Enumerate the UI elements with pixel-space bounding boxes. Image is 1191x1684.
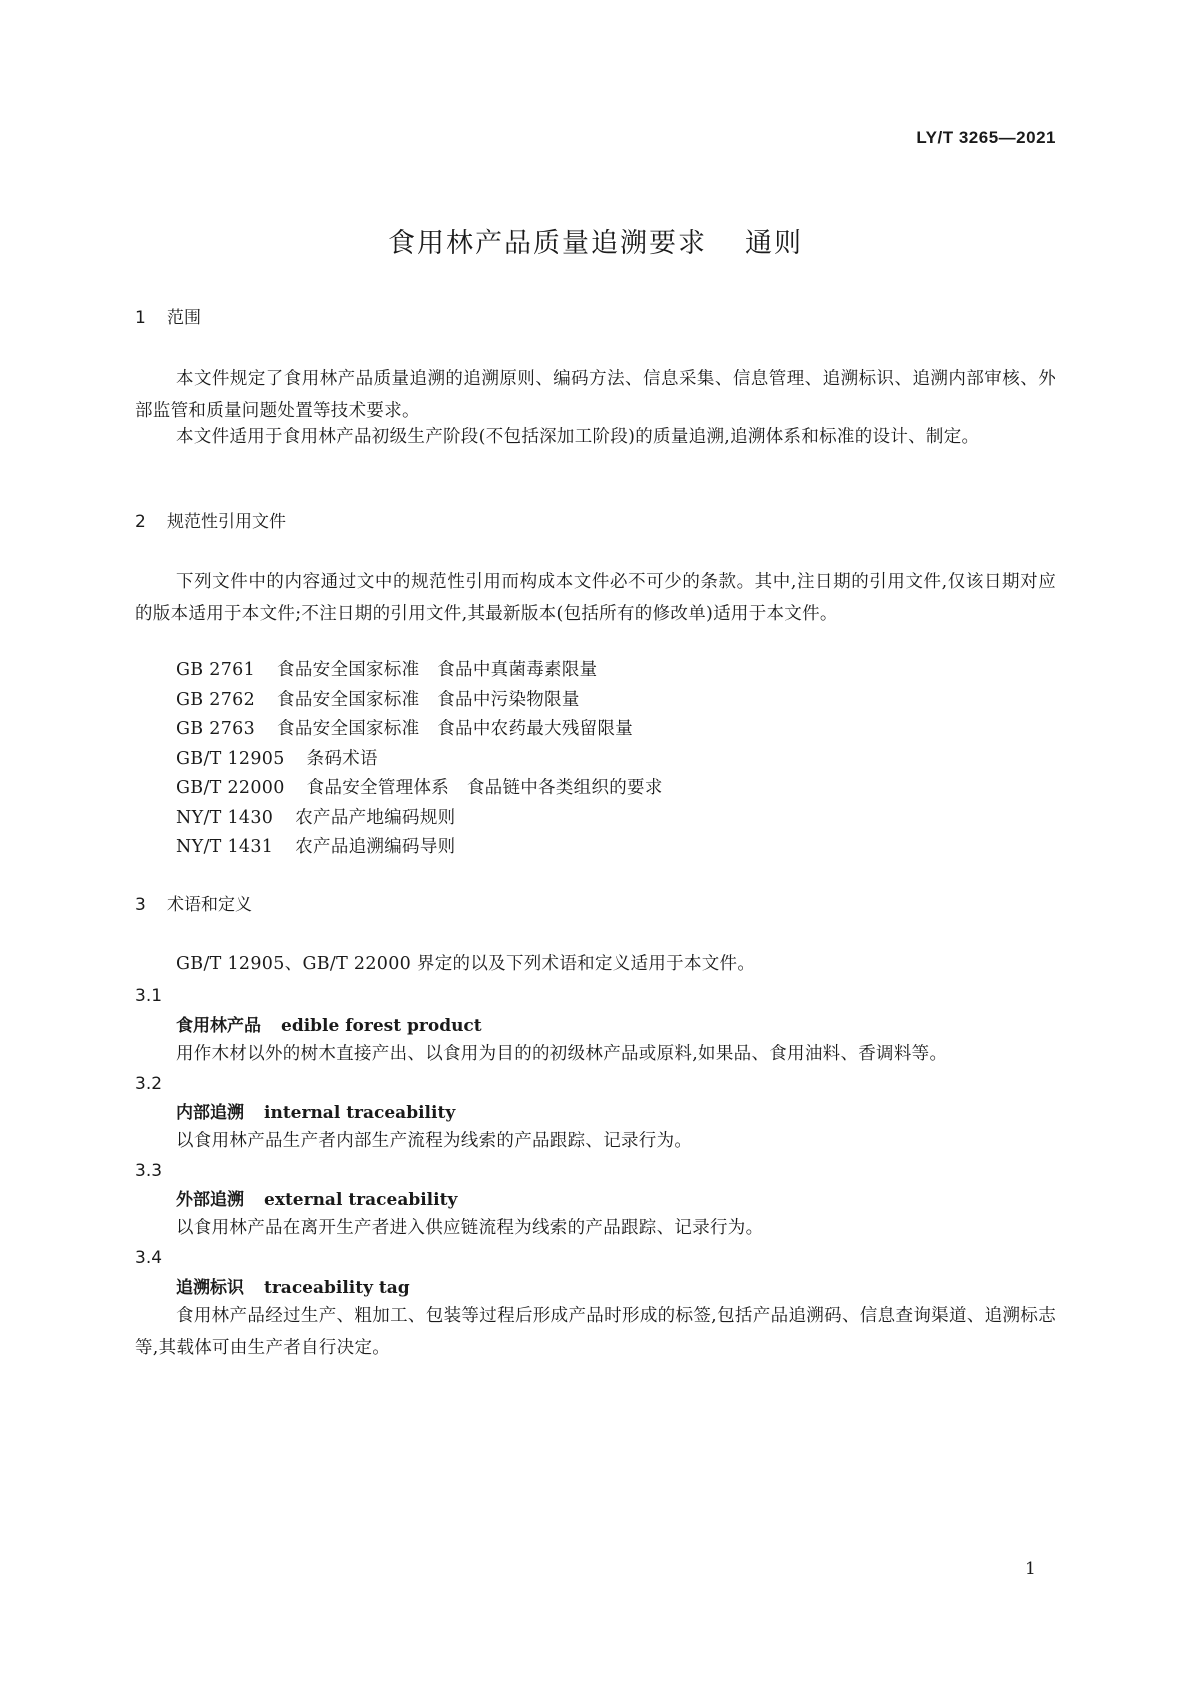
title-main: 食用林产品质量追溯要求 bbox=[388, 228, 707, 259]
reference-code: GB 2761 bbox=[176, 660, 256, 680]
reference-item bbox=[176, 802, 455, 834]
section-1-paragraph-1: 本文件规定了食用林产品质量追溯的追溯原则、编码方法、信息采集、信息管理、追溯标识、追溯内部审核、外部监管和质量问题处置等技术要求。 bbox=[135, 369, 1056, 421]
reference-code: GB 2762 bbox=[176, 690, 256, 710]
section-2-paragraph: 下列文件中的内容通过文中的规范性引用而构成本文件必不可少的条款。其中,注日期的引用文件,仅该日期对应的版本适用于本文件;不注日期的引用文件,其最新版本(包括所有的修改单)适用于本文件。 bbox=[135, 572, 1056, 624]
reference-title: 农产品产地编码规则 bbox=[295, 808, 456, 828]
reference-code: GB/T 22000 bbox=[176, 778, 285, 798]
section-number: 2 bbox=[135, 512, 146, 532]
term-name-zh: 追溯标识 bbox=[176, 1278, 244, 1298]
term-name bbox=[176, 1273, 410, 1303]
document-title bbox=[0, 227, 1191, 261]
section-2-heading bbox=[135, 510, 286, 534]
section-number: 3 bbox=[135, 895, 146, 915]
term-number: 3.1 bbox=[135, 986, 163, 1006]
title-sub: 通则 bbox=[745, 228, 803, 259]
section-3-intro: GB/T 12905、GB/T 22000 界定的以及下列术语和定义适用于本文件。 bbox=[176, 954, 756, 974]
section-title: 范围 bbox=[167, 308, 201, 328]
reference-item bbox=[176, 713, 633, 745]
section-number: 1 bbox=[135, 308, 146, 328]
term-name bbox=[176, 1011, 482, 1041]
term-name-en: traceability tag bbox=[264, 1278, 410, 1298]
term-name-en: external traceability bbox=[264, 1190, 458, 1210]
term-name-en: internal traceability bbox=[264, 1103, 456, 1123]
reference-title: 食品安全国家标准 食品中真菌毒素限量 bbox=[277, 660, 598, 680]
reference-title: 食品安全国家标准 食品中污染物限量 bbox=[277, 690, 580, 710]
term-name-zh: 内部追溯 bbox=[176, 1103, 244, 1123]
term-name-en: edible forest product bbox=[281, 1016, 482, 1036]
term-definition: 食用林产品经过生产、粗加工、包装等过程后形成产品时形成的标签,包括产品追溯码、信息查询渠道、追溯标志等,其载体可由生产者自行决定。 bbox=[135, 1306, 1056, 1358]
reference-item bbox=[176, 684, 580, 716]
section-title: 术语和定义 bbox=[167, 895, 252, 915]
term-number: 3.2 bbox=[135, 1074, 163, 1094]
reference-code: NY/T 1430 bbox=[176, 808, 274, 828]
section-1-paragraph-2: 本文件适用于食用林产品初级生产阶段(不包括深加工阶段)的质量追溯,追溯体系和标准的设计、制定。 bbox=[176, 427, 980, 447]
section-3-heading bbox=[135, 893, 252, 917]
reference-item bbox=[176, 772, 663, 804]
reference-code: NY/T 1431 bbox=[176, 837, 274, 857]
term-name-zh: 食用林产品 bbox=[176, 1016, 261, 1036]
reference-code: GB/T 12905 bbox=[176, 749, 285, 769]
term-definition: 以食用林产品生产者内部生产流程为线索的产品跟踪、记录行为。 bbox=[176, 1131, 693, 1151]
term-name bbox=[176, 1098, 455, 1128]
term-number: 3.3 bbox=[135, 1161, 163, 1181]
reference-title: 农产品追溯编码导则 bbox=[295, 837, 456, 857]
section-title: 规范性引用文件 bbox=[167, 512, 286, 532]
term-name bbox=[176, 1185, 457, 1215]
term-name-zh: 外部追溯 bbox=[176, 1190, 244, 1210]
section-1-heading bbox=[135, 306, 201, 330]
reference-item bbox=[176, 743, 378, 775]
term-definition: 用作木材以外的树木直接产出、以食用为目的的初级林产品或原料,如果品、食用油料、香调料等。 bbox=[176, 1044, 948, 1064]
reference-item bbox=[176, 831, 455, 863]
term-number: 3.4 bbox=[135, 1248, 163, 1268]
reference-title: 食品安全管理体系 食品链中各类组织的要求 bbox=[306, 778, 663, 798]
reference-title: 食品安全国家标准 食品中农药最大残留限量 bbox=[277, 719, 634, 739]
reference-code: GB 2763 bbox=[176, 719, 256, 739]
reference-title: 条码术语 bbox=[306, 749, 378, 769]
page-number: 1 bbox=[1025, 1559, 1036, 1579]
term-definition: 以食用林产品在离开生产者进入供应链流程为线索的产品跟踪、记录行为。 bbox=[176, 1218, 764, 1238]
standard-code: LY/T 3265—2021 bbox=[916, 128, 1056, 147]
reference-item bbox=[176, 654, 597, 686]
